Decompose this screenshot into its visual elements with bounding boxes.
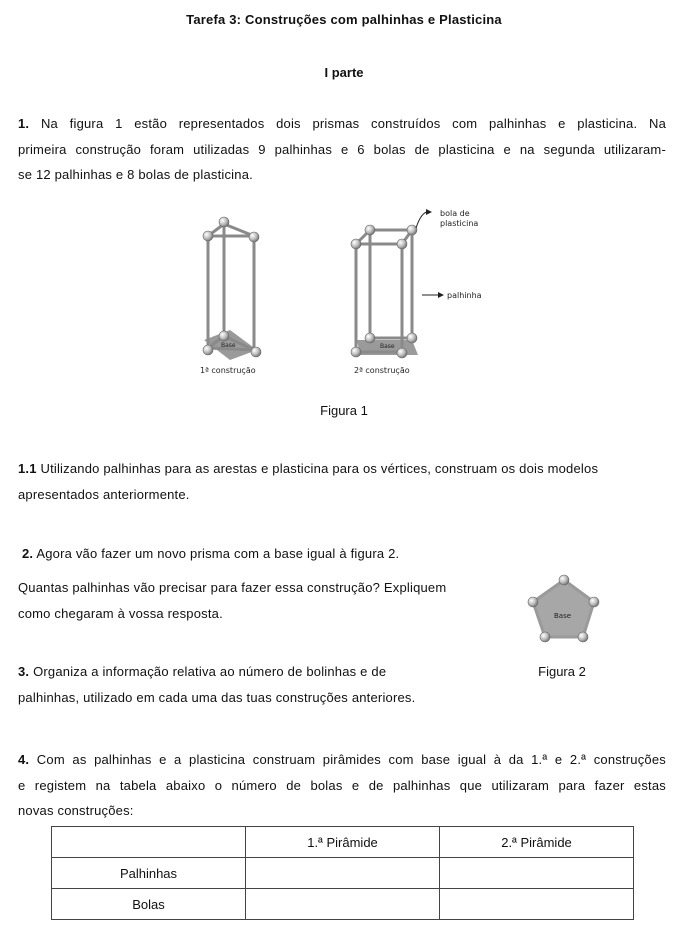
question-3-number: 3.: [18, 664, 30, 679]
label-bola-line-1: bola de: [440, 209, 470, 218]
cell-palhinhas-piramide-2[interactable]: [440, 858, 634, 889]
table-row: [52, 858, 634, 889]
question-2: [22, 541, 670, 567]
figure-2-base-label: Base: [554, 612, 572, 620]
triangular-prism: [204, 224, 257, 360]
question-4-line-1: Com as palhinhas e a plasticina construam pirâmides com base igual à da 1.ª e 2.ª construções: [36, 752, 666, 767]
question-1-line-1: Na figura 1 estão representados dois prismas construídos com palhinhas e plasticina. Na: [40, 116, 667, 131]
question-4-line-2: e registem na tabela abaixo o número de bolas e de palhinhas que utilizaram para fazer estas: [18, 777, 666, 793]
cell-bolas-piramide-1[interactable]: [246, 889, 440, 920]
cell-bolas-piramide-2[interactable]: [440, 889, 634, 920]
table-header-piramide-1: 1.ª Pirâmide: [246, 827, 440, 858]
question-2-prompt-line-1: Quantas palhinhas vão precisar para fazer essa construção? Expliquem: [18, 580, 447, 595]
label-palhinha: palhinha: [447, 291, 482, 300]
page-title: Tarefa 3: Construções com palhinhas e Plasticina: [186, 12, 502, 27]
question-2-text: Agora vão fazer um novo prisma com a base igual à figura 2.: [36, 546, 400, 561]
figure-2-pentagon: [520, 572, 605, 647]
question-1-1-line-1: Utilizando palhinhas para as arestas e plasticina para os vértices, construam os dois modelos: [40, 461, 599, 476]
question-4-number: 4.: [18, 752, 30, 767]
question-1-line-3: se 12 palhinhas e 8 bolas de plasticina.: [18, 167, 253, 182]
question-3-line-1: Organiza a informação relativa ao número de bolinhas e de: [33, 664, 387, 679]
table-header-empty: [52, 827, 246, 858]
table-row: [52, 889, 634, 920]
base-label-1: Base: [221, 342, 236, 349]
question-1-1: [18, 456, 666, 507]
question-4: [18, 747, 666, 824]
table-header-piramide-2: 2.ª Pirâmide: [440, 827, 634, 858]
question-2-prompt: [18, 575, 508, 626]
label-bola-line-2: plasticina: [440, 219, 479, 228]
question-1-line-2: primeira construção foram utilizadas 9 palhinhas e 6 bolas de plasticina e na segunda utilizaram-: [18, 141, 666, 157]
question-4-line-3: novas construções:: [18, 803, 134, 818]
results-table: [51, 826, 634, 920]
base-label-2: Base: [380, 343, 395, 350]
cell-palhinhas-piramide-1[interactable]: [246, 858, 440, 889]
question-1-number: 1.: [18, 116, 30, 131]
question-2-number: 2.: [22, 546, 34, 561]
table-header-row: [52, 827, 634, 858]
figure-1-prisms: [190, 200, 510, 385]
section-heading: I parte: [324, 65, 364, 80]
arrow-bola: [416, 212, 430, 228]
caption-construction-2: 2ª construção: [354, 366, 410, 375]
row-label-bolas: Bolas: [52, 889, 246, 920]
question-2-prompt-line-2: como chegaram à vossa resposta.: [18, 605, 223, 621]
question-1: [18, 111, 666, 188]
question-3-line-2: palhinhas, utilizado em cada uma das tuas construções anteriores.: [18, 689, 416, 705]
question-3: [18, 659, 508, 710]
question-1-1-number: 1.1: [18, 461, 37, 476]
caption-construction-1: 1ª construção: [200, 366, 256, 375]
figure-1-caption: Figura 1: [320, 403, 368, 418]
figure-2-caption: Figura 2: [538, 664, 586, 679]
question-1-1-line-2: apresentados anteriormente.: [18, 486, 190, 502]
row-label-palhinhas: Palhinhas: [52, 858, 246, 889]
